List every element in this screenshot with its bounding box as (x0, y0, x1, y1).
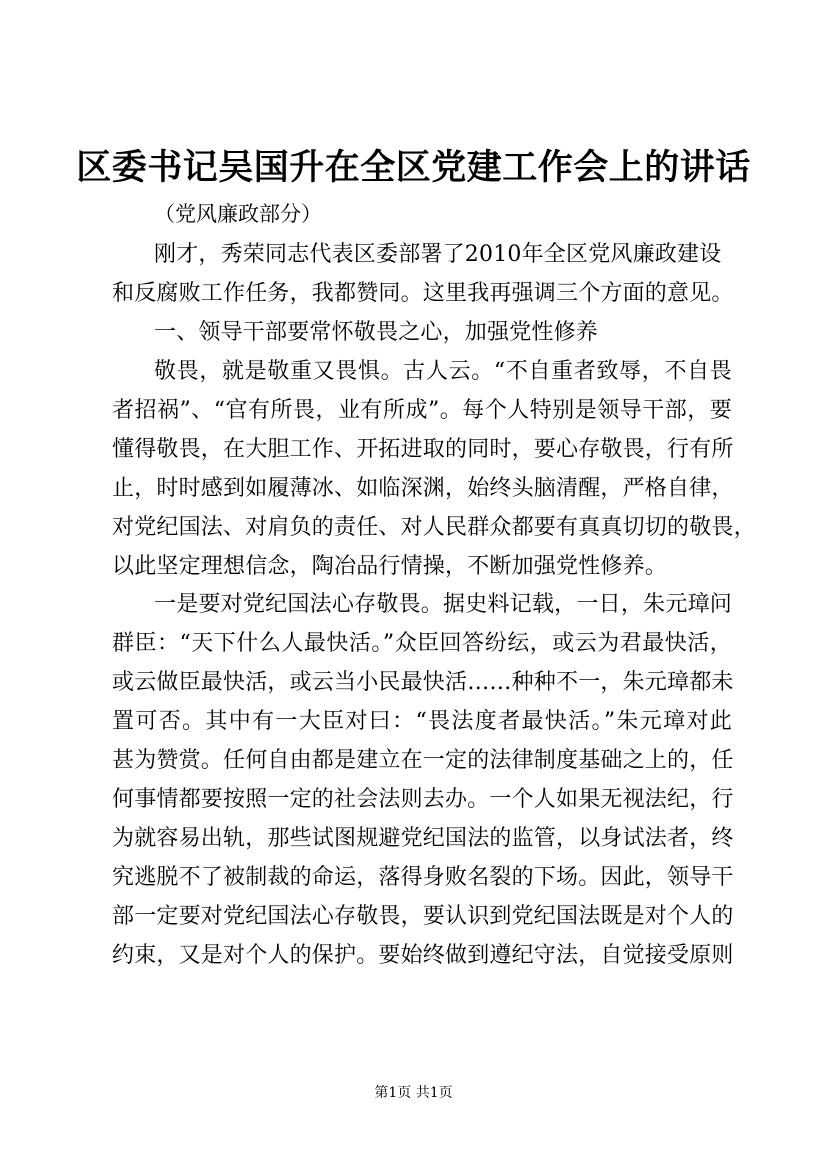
body-line: 约束，又是对个人的保护。要始终做到遵纪守法，自觉接受原则 (112, 942, 734, 968)
body-line: 置可否。其中有一大臣对曰：“畏法度者最快活。”朱元璋对此 (112, 709, 732, 735)
body-line: 何事情都要按照一定的社会法则去办。一个人如果无视法纪，行 (112, 787, 734, 813)
body-line: 刚才，秀荣同志代表区委部署了2010年全区党风廉政建设 (154, 242, 722, 267)
body-line: 止，时时感到如履薄冰、如临深渊，始终头脑清醒，严格自律， (112, 475, 734, 501)
document-body (112, 236, 756, 976)
body-line: 以此坚定理想信念，陶冶品行情操，不断加强党性修养。 (112, 553, 668, 579)
section-heading: 一、领导干部要常怀敬畏之心，加强党性修养 (154, 319, 599, 345)
page-number-footer: 第1页 共1页 (374, 1085, 453, 1101)
body-line: 为就容易出轨，那些试图规避党纪国法的监管，以身试法者，终 (112, 826, 734, 852)
body-line: 者招祸”、“官有所畏，业有所成”。每个人特别是领导干部，要 (112, 397, 732, 423)
document-subtitle: （党风廉政部分） (154, 202, 322, 226)
body-line: 对党纪国法、对肩负的责任、对人民群众都要有真真切切的敬畏， (112, 514, 756, 540)
body-line: 懂得敬畏，在大胆工作、开拓进取的同时，要心存敬畏，行有所 (112, 436, 734, 462)
document-title: 区委书记吴国升在全区党建工作会上的讲话 (76, 147, 751, 188)
body-line: 或云做臣最快活，或云当小民最快活……种种不一，朱元璋都未 (112, 670, 734, 696)
body-line: 敬畏，就是敬重又畏惧。古人云。“不自重者致辱，不自畏 (154, 358, 732, 384)
body-line: 甚为赞赏。任何自由都是建立在一定的法律制度基础之上的，任 (112, 748, 734, 774)
body-line: 和反腐败工作任务，我都赞同。这里我再强调三个方面的意见。 (112, 280, 734, 306)
body-line: 群臣：“天下什么人最快活。”众臣回答纷纭，或云为君最快活， (112, 631, 732, 657)
body-line: 究逃脱不了被制裁的命运，落得身败名裂的下场。因此，领导干 (112, 865, 734, 890)
body-line: 一是要对党纪国法心存敬畏。据史料记载，一日，朱元璋问 (154, 592, 732, 618)
body-line: 部一定要对党纪国法心存敬畏，要认识到党纪国法既是对个人的 (112, 903, 734, 929)
